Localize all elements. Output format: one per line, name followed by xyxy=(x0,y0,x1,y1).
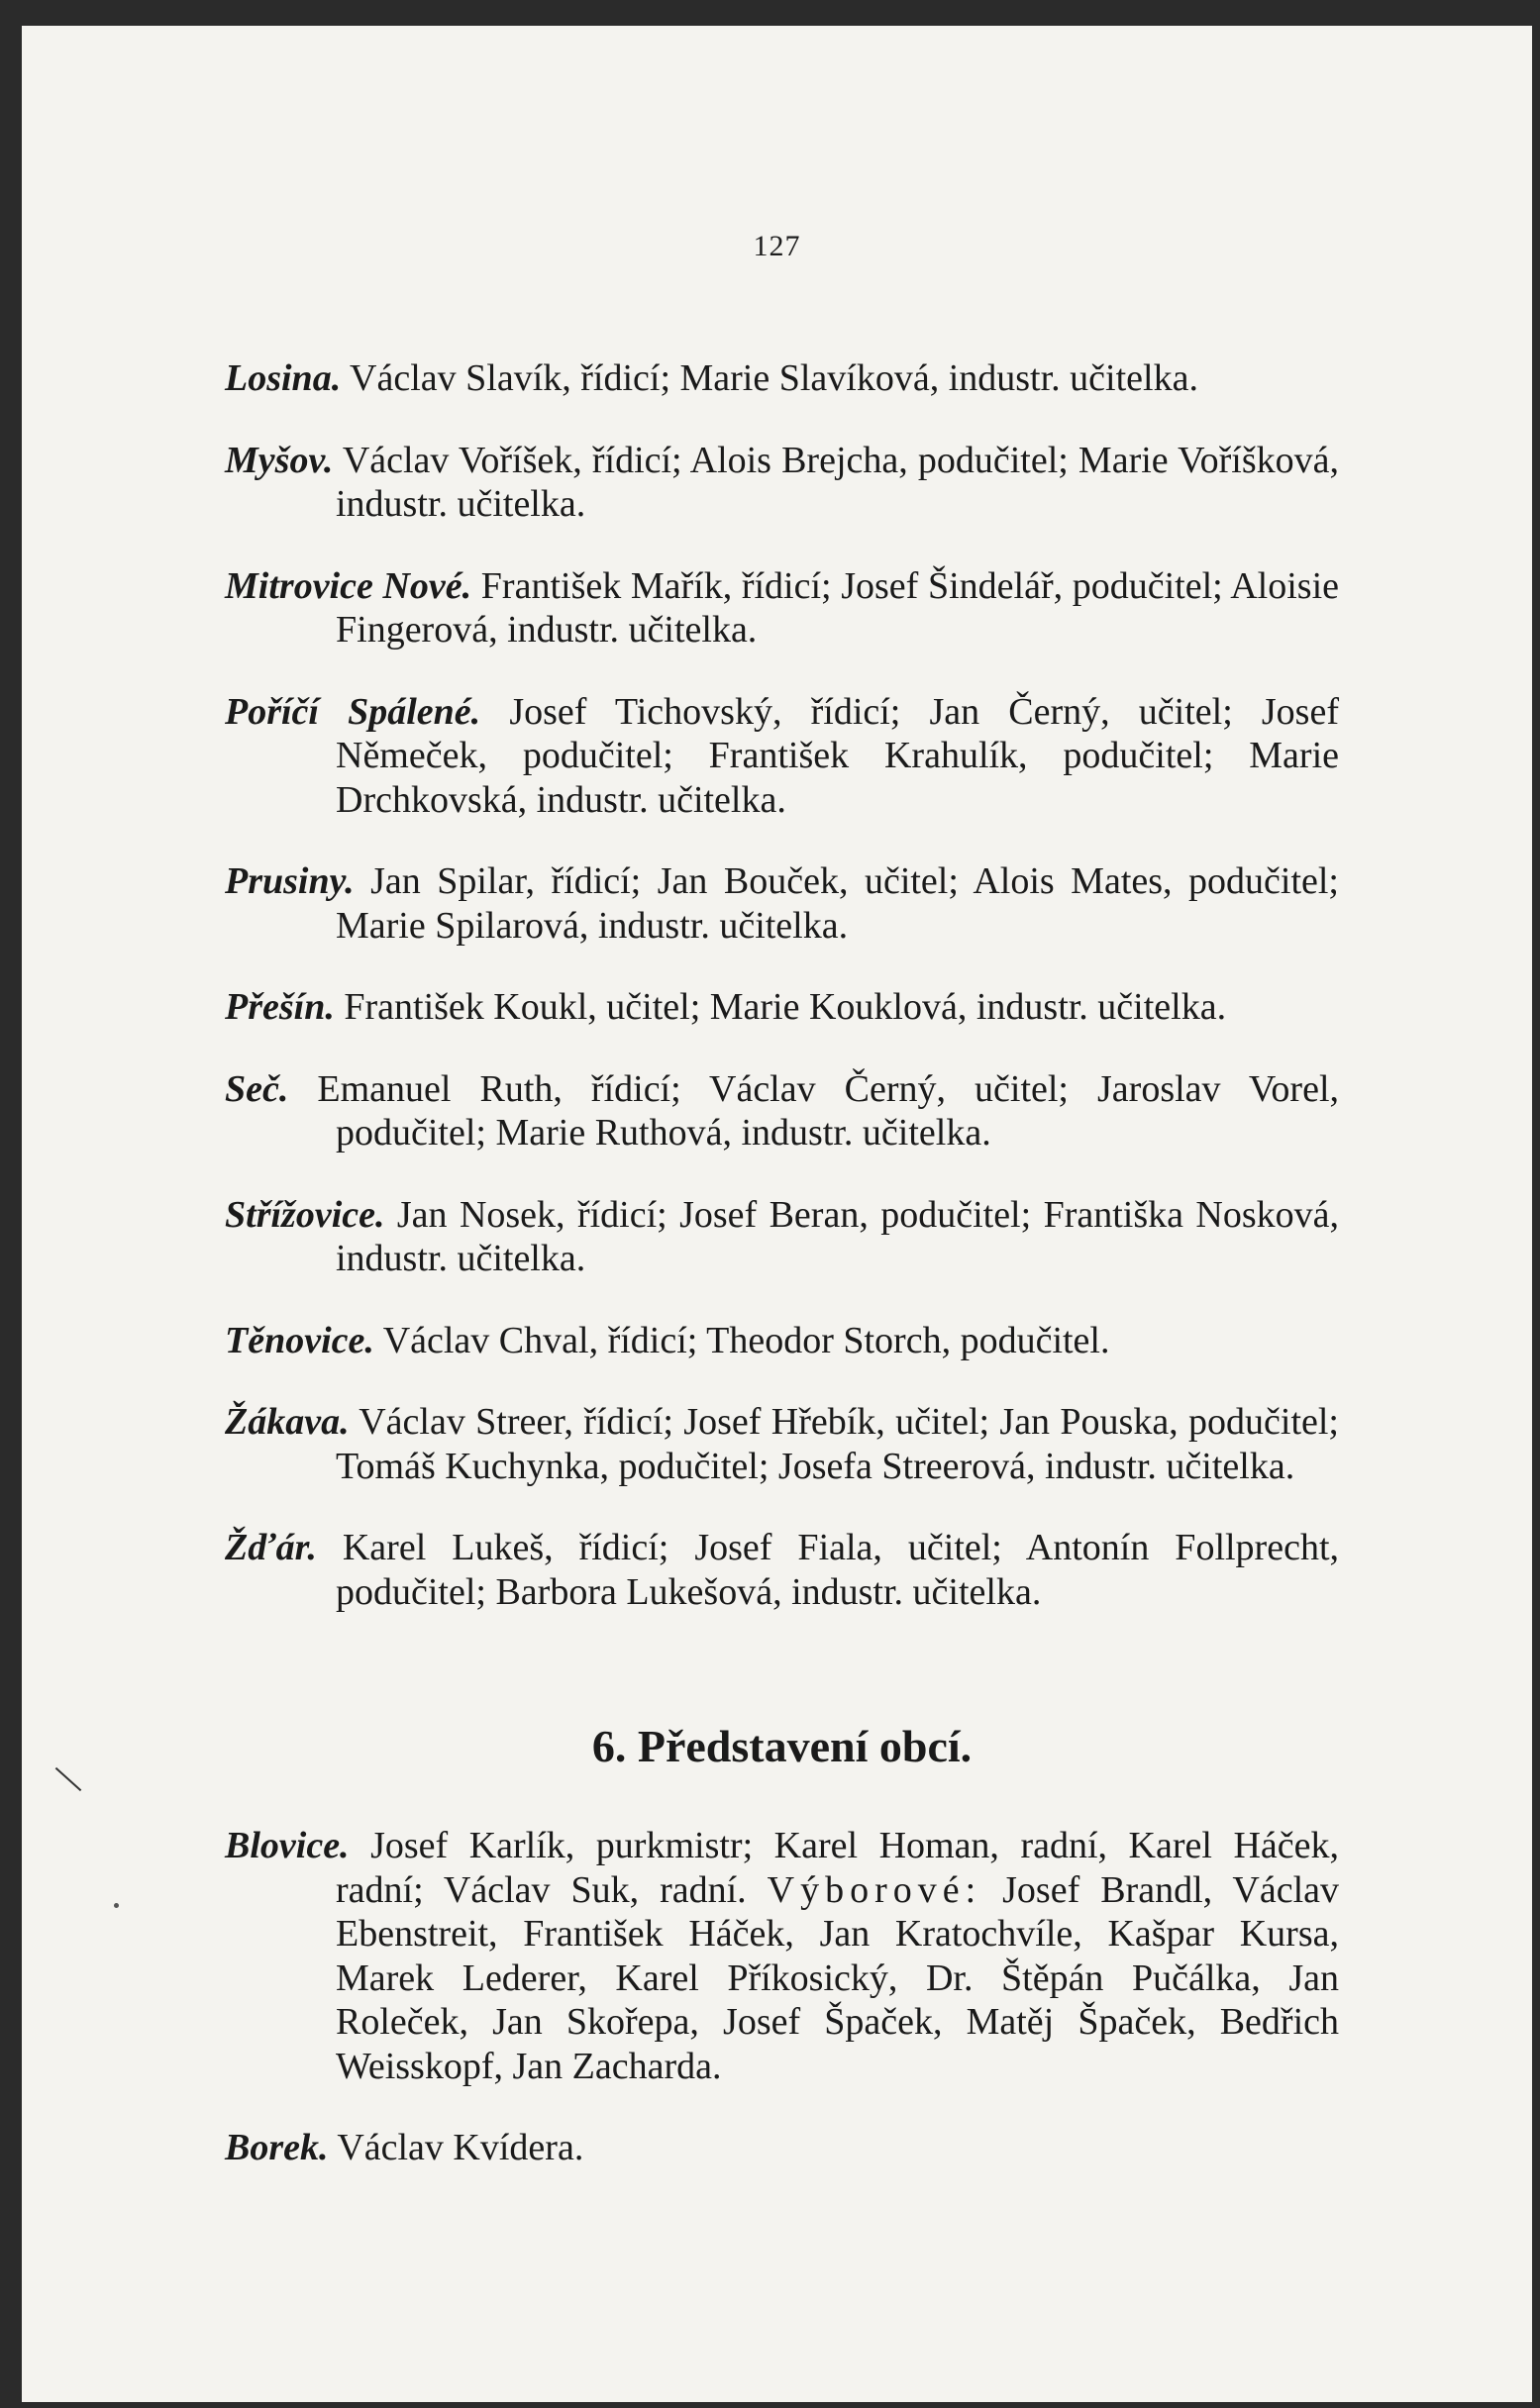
section-heading: 6. Představení obcí. xyxy=(591,1721,973,1771)
page-number: 127 xyxy=(753,230,801,262)
place-name: Losina. xyxy=(225,357,342,399)
entry-text: Josef Tichovský, řídicí; Jan Černý, učitel; Josef Němeček, podučitel; František Krahulík, podučitel; Marie Drchkovská, industr. učitelka. xyxy=(336,690,1339,821)
entry-tenovice xyxy=(225,1319,1339,1363)
place-name: Prusiny. xyxy=(225,860,355,902)
entry-losina xyxy=(225,356,1339,401)
entry-blovice xyxy=(225,1824,1339,2088)
entry-sec xyxy=(225,1067,1339,1155)
entry-text: Jan Nosek, řídicí; Josef Beran, podučitel; Františka Nosková, industr. učitelka. xyxy=(336,1193,1339,1279)
entry-text: František Koukl, učitel; Marie Kouklová, industr. učitelka. xyxy=(344,986,1227,1028)
spaced-word: Výborové: xyxy=(767,1868,982,1911)
entry-text: Josef Karlík, purkmistr; Karel Homan, radní, Karel Háček, radní; Václav Suk, radní. xyxy=(336,1825,1340,1911)
place-name: Žďár. xyxy=(225,1527,317,1568)
place-name: Myšov. xyxy=(225,439,334,481)
place-name: Střížovice. xyxy=(225,1193,385,1236)
entry-borek xyxy=(225,2126,1339,2170)
place-name: Borek. xyxy=(225,2127,329,2168)
school-staff-list xyxy=(225,356,1339,1614)
place-name: Těnovice. xyxy=(225,1319,374,1361)
entry-mysov xyxy=(225,439,1339,527)
entry-text: Václav Voříšek, řídicí; Alois Brejcha, podučitel; Marie Voříšková, industr. učitelka. xyxy=(336,439,1339,525)
entry-mitrovice-nove xyxy=(225,564,1339,652)
entry-text: František Mařík, řídicí; Josef Šindelář, podučitel; Aloisie Fingerová, industr. učitelka. xyxy=(336,564,1339,651)
page-content xyxy=(225,319,1339,2175)
entry-text: Josef Brandl, Václav Ebenstreit, František Háček, Jan Kratochvíle, Kašpar Kursa, Marek Lederer, Karel Příkosický, Dr. Štěpán Pučálka, Jan Roleček, Jan Skořepa, Josef Špaček, Matěj Špaček, Bedřich Weisskopf, Jan Zacharda. xyxy=(336,1868,1340,2087)
place-name: Poříčí Spálené. xyxy=(225,690,481,733)
entry-porici-spalene xyxy=(225,690,1339,823)
margin-dot-mark xyxy=(114,1903,119,1908)
place-name: Žákava. xyxy=(225,1401,350,1443)
book-page xyxy=(22,26,1532,2402)
entry-text: Václav Streer, řídicí; Josef Hřebík, učitel; Jan Pouska, podučitel; Tomáš Kuchynka, podučitel; Josefa Streerová, industr. učitelka. xyxy=(336,1401,1339,1487)
entry-prusiny xyxy=(225,859,1339,948)
entry-text: Karel Lukeš, řídicí; Josef Fiala, učitel; Antonín Follprecht, podučitel; Barbora Lukešová, industr. učitelka. xyxy=(336,1527,1340,1613)
place-name: Seč. xyxy=(225,1067,289,1110)
entry-text: Václav Kvídera. xyxy=(337,2127,584,2168)
entry-text: Jan Spilar, řídicí; Jan Bouček, učitel; Alois Mates, podučitel; Marie Spilarová, industr. učitelka. xyxy=(336,860,1339,947)
entry-zdar xyxy=(225,1526,1339,1614)
entry-strizovice xyxy=(225,1193,1339,1281)
entry-presin xyxy=(225,985,1339,1030)
place-name: Blovice. xyxy=(225,1825,350,1866)
place-name: Přešín. xyxy=(225,986,335,1028)
entry-zakava xyxy=(225,1400,1339,1488)
municipal-officials-list xyxy=(225,1824,1339,2170)
margin-pen-mark xyxy=(55,1767,82,1791)
entry-text: Emanuel Ruth, řídicí; Václav Černý, učitel; Jaroslav Vorel, podučitel; Marie Ruthová, industr. učitelka. xyxy=(317,1067,1339,1154)
entry-text: Václav Slavík, řídicí; Marie Slavíková, industr. učitelka. xyxy=(350,357,1198,399)
entry-text: Václav Chval, řídicí; Theodor Storch, podučitel. xyxy=(382,1319,1110,1361)
place-name: Mitrovice Nové. xyxy=(225,564,472,607)
